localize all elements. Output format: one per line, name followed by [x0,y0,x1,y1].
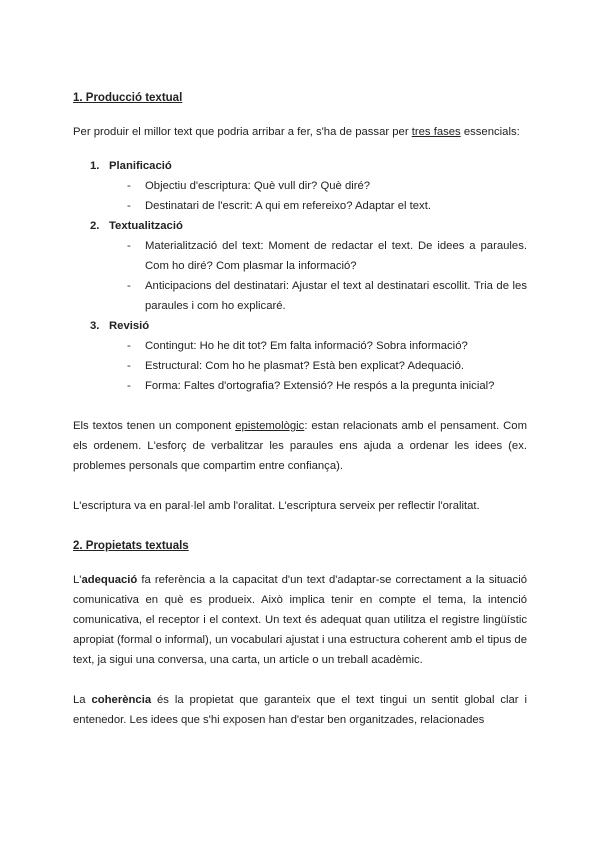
epistemic-term: epistemològic [235,420,305,432]
phase-subitems [73,176,527,216]
section-2-heading: 2. Propietats textuals [73,540,189,552]
intro-text: Per produir el millor text que podria arribar a fer, s'ha de passar per [73,126,412,138]
phase-number: 1. [90,160,100,172]
subitem: - Objectiu d'escriptura: Què vull dir? Què diré? [127,180,371,192]
adequacy-paragraph: L'adequació fa referència a la capacitat d'un text d'adaptar-se correctament a la situació comunicativa en què es produeix. Això implica tenir en compte el tema, la intenció comunicativa, el receptor i el context. Un text és adequat quan utilitza el registre lingüístic apropiat (formal o informal), un vocabulari ajustat i una estructura coherent amb el tipus de text, ja sigui una conversa, una carta, un article o un treball acadèmic. [73,574,527,666]
document-page [73,88,527,730]
adequacy-term: adequació [81,574,138,586]
coherence-paragraph: La coherència és la propietat que garanteix que el text tingui un sentit global clar i entenedor. Les idees que s'hi exposen han d'estar ben organitzades, relacionades [73,694,527,726]
phase-number: 2. [90,220,100,232]
intro-text-end: essencials: [460,126,520,138]
phase-item [73,316,527,396]
phase-title: Revisió [109,320,150,332]
subitem: - Materialització del text: Moment de redactar el text. De idees a paraules. Com ho diré? Com plasmar la informació? [127,240,527,272]
phase-number: 3. [90,320,100,332]
phases-list [73,156,527,396]
subitem: - Contingut: Ho he dit tot? Em falta informació? Sobra informació? [127,340,468,352]
subitem: - Estructural: Com ho he plasmat? Està ben explicat? Adequació. [127,360,465,372]
subitem: - Forma: Faltes d'ortografia? Extensió? He respós a la pregunta inicial? [127,380,495,392]
subitem: - Destinatari de l'escrit: A qui em refereixo? Adaptar el text. [127,200,431,212]
three-phases-term: tres fases [411,126,461,138]
epistemic-paragraph: Els textos tenen un component epistemològic: estan relacionats amb el pensament. Com els ordenem. L'esforç de verbalitzar les paraules ens ajuda a ordenar les idees (ex. problemes personals que compartim entre confiança). [73,420,527,472]
phase-title: Textualització [109,220,183,232]
coherence-term: coherència [91,694,152,706]
section-1-heading: 1. Producció textual [73,92,183,104]
phase-subitems [73,336,527,396]
subitem: - Anticipacions del destinatari: Ajustar el text al destinatari escollit. Tria de les paraules i com ho explicaré. [127,280,527,312]
intro-paragraph [73,122,527,142]
phase-subitems [73,236,527,316]
phase-title: Planificació [109,160,172,172]
phase-item [73,156,527,216]
orality-paragraph: L'escriptura va en paral·lel amb l'oralitat. L'escriptura serveix per reflectir l'oralitat. [73,500,480,512]
phase-item [73,216,527,316]
